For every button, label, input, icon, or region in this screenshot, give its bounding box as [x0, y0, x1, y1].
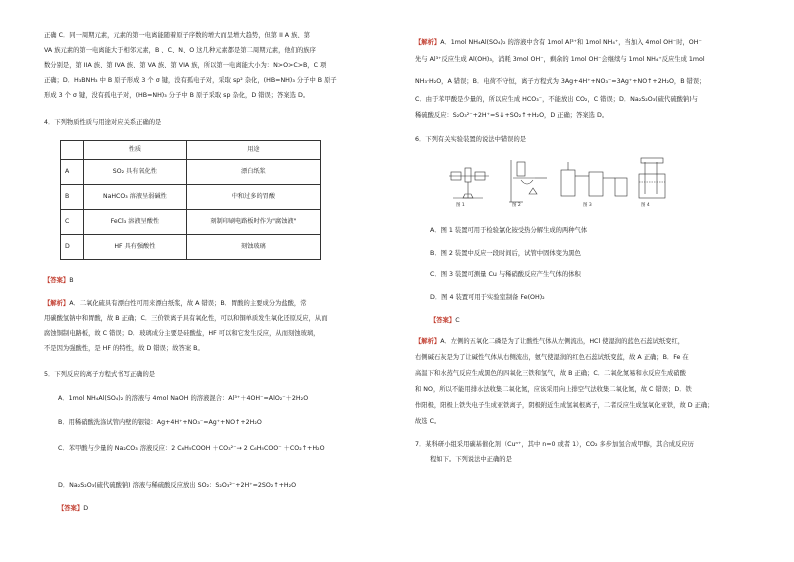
q5-analysis-line: NH₃·H₂O，A 错误；B．电荷不守恒，离子方程式为 3Ag+4H⁺+NO₃⁻=3Ag⁺+NO↑+2H₂O，B 错误； — [415, 78, 706, 85]
q6-analysis-line — [415, 339, 684, 345]
q7-stem-line: 程如下。下列说法中正确的是 — [430, 456, 512, 463]
apparatus-fig3 — [561, 162, 627, 196]
intro-line: 正确；D．H₃BNH₃ 中 B 原子形成 3 个 σ 键，没有孤电子对，采取 sp² 杂化，(HB=NH)₃ 分子中 B 原子 — [44, 77, 337, 84]
q6-answer — [430, 318, 460, 324]
q5-option-a: A．1mol NH₄Al(SO₄)₂ 的溶液与 4mol NaOH 的溶液混合：Al³⁺＋4OH⁻=AlO₂⁻＋2H₂O — [58, 395, 309, 402]
answer-tag: 【答案】 — [430, 317, 456, 324]
analysis-tag: 【解析】 — [44, 300, 70, 307]
answer-value: C — [455, 317, 460, 324]
q6-option-c: C．图 3 装置可测量 Cu 与稀硝酸反应产生气体的体积 — [430, 271, 581, 278]
table-row — [61, 210, 321, 235]
q4-answer — [44, 278, 74, 284]
q5-stem: 5．下列反应的离子方程式书写正确的是 — [44, 371, 156, 378]
q6-option-b: B．图 2 装置中反应一段时间后，试管中固体变为黑色 — [430, 250, 581, 257]
analysis-tag: 【解析】 — [415, 39, 441, 46]
table-row — [61, 235, 321, 260]
intro-line: 数分别是，第 IIA 族、第 IVA 族、第 VA 族、第 VIA 族，所以第一电离能大小为：N>O>C>B，C 项 — [44, 62, 327, 69]
row-use: 刻蚀玻璃 — [186, 235, 320, 260]
fig-label: 图 4 — [641, 203, 650, 208]
table-row — [61, 185, 321, 210]
row-property: NaHCO₃ 溶液呈弱碱性 — [84, 185, 187, 210]
fig-label: 图 1 — [456, 203, 465, 208]
q6-analysis-line: 作阳极，阳极上铁失电子生成亚铁离子，阴极附近生成氢氧根离子，二者反应生成氢氧化亚铁，故 D 正确； — [415, 402, 714, 409]
apparatus-fig2 — [509, 160, 547, 202]
answer-value: D — [83, 505, 89, 512]
q7-stem-line: 7．某科研小组采用碳基催化剂（Cuⁿ⁺，其中 n=0 或者 1），CO₂ 多步加氢合成甲醇，其合成反应历 — [415, 441, 694, 448]
q6-apparatus-figure — [443, 154, 683, 210]
q4-table — [60, 140, 321, 260]
q4-analysis-line: 用碳酸氢钠中和胃酸，故 B 正确；C．三价铁离子具有氧化性，可以和铜单质发生氧化还原反应，从而 — [44, 315, 328, 322]
header-use: 用途 — [186, 141, 320, 160]
analysis-text: A．左侧的五氧化二磷是为了让酸性气体从左侧流出，HCl 使湿润的蓝色石蕊试纸变红， — [440, 338, 685, 345]
q4-analysis-line — [44, 301, 307, 307]
q5-analysis-line: 稀硫酸反应：S₂O₃²⁻+2H⁺=S↓+SO₂↑+H₂O，D 正确；答案选 D。 — [415, 112, 609, 119]
row-property: SO₂ 具有氧化性 — [84, 160, 187, 185]
answer-value: B — [69, 277, 74, 284]
q4-analysis-line: 腐蚀铜制电路板，故 C 错误；D．玻璃成分主要是硅酸盐，HF 可以和它发生反应，从而刻蚀玻璃， — [44, 330, 320, 337]
row-property: HF 具有强酸性 — [84, 235, 187, 260]
q5-option-b: B．用稀硝酸洗涤试管内壁的银镜：Ag+4H⁺+NO₃⁻=Ag⁺+NO↑+2H₂O — [58, 419, 262, 426]
q6-analysis-line: 和 NO，所以不能用排水法收集二氧化氮，应该采用向上排空气法收集二氧化氮，故 C 错误；D．铁 — [415, 386, 692, 393]
q5-analysis-line: 先与 Al³⁺反应生成 Al(OH)₃，消耗 3mol OH⁻，剩余的 1mol OH⁻会继续与 1mol NH₄⁺反应生成 1mol — [415, 56, 705, 63]
q6-analysis-line: 右侧碱石灰是为了让碱性气体从右侧流出，氨气使湿润的红色石蕊试纸变蓝，故 A 正确；B．Fe 在 — [415, 354, 689, 361]
analysis-tag: 【解析】 — [415, 338, 441, 345]
header-property: 性质 — [84, 141, 187, 160]
table-header-row — [61, 141, 321, 160]
analysis-text: A．1mol NH₄Al(SO₄)₂ 的溶液中含有 1mol Al³⁺和 1mol NH₄⁺，当加入 4mol OH⁻时，OH⁻ — [440, 39, 702, 46]
q6-analysis-line: 高温下和水蒸气反应生成黑色的四氧化三铁和氢气，故 B 正确；C．二氧化氮易和水反应生成硝酸 — [415, 370, 686, 377]
fig-label: 图 3 — [583, 203, 592, 208]
row-label: B — [61, 185, 84, 210]
q5-option-d: D．Na₂S₂O₃(硫代硫酸钠) 溶液与稀硫酸反应放出 SO₂：S₂O₃²⁻+2H⁺=2SO₂↑+H₂O — [58, 482, 297, 489]
table-row — [61, 160, 321, 185]
q4-stem: 4．下列物质性质与用途对应关系正确的是 — [44, 119, 162, 126]
row-use: 中和过多的胃酸 — [186, 185, 320, 210]
q5-answer — [58, 506, 88, 512]
intro-line: VA 族元素的第一电离能大于相邻元素，B 、C、N、O 这几种元素都是第二周期元素，他们的族序 — [44, 47, 316, 54]
q5-analysis-line — [415, 40, 702, 46]
apparatus-fig4 — [639, 158, 665, 198]
q6-option-d: D．图 4 装置可用于实验室制备 Fe(OH)₂ — [430, 294, 545, 301]
analysis-text: A．二氧化硫具有漂白性可用来漂白纸浆，故 A 错误；B．胃酸的主要成分为盐酸，常 — [69, 300, 307, 307]
answer-tag: 【答案】 — [58, 505, 84, 512]
intro-line: 正确 C．同一周期元素，元素的第一电离能随着原子序数的增大而呈增大趋势，但第 II A 族、第 — [44, 32, 311, 39]
row-use: 漂白纸浆 — [186, 160, 320, 185]
q5-analysis-line: C．由于苯甲酸是少量的，所以应生成 HCO₃⁻，不能放出 CO₂，C 错误；D．Na₂S₂O₃(硫代硫酸钠)与 — [415, 96, 698, 103]
apparatus-fig1 — [449, 168, 489, 198]
row-label: D — [61, 235, 84, 260]
q6-stem: 6．下列有关实验装置的说法中错误的是 — [415, 136, 527, 143]
q6-option-a: A．图 1 装置可用于检验氯化铵受热分解生成的两种气体 — [430, 227, 588, 234]
q6-analysis-line: 故选 C。 — [415, 418, 441, 425]
row-label: A — [61, 160, 84, 185]
answer-tag: 【答案】 — [44, 277, 70, 284]
fig-label: 图 2 — [512, 203, 521, 208]
q5-option-c: C．苯甲酸与少量的 Na₂CO₃ 溶液反应：2 C₆H₅COOH ＋CO₃²⁻→ 2 C₆H₅COO⁻ ＋CO₂↑+H₂O — [58, 445, 325, 452]
row-use: 刻制印刷电路板时作为"腐蚀液" — [186, 210, 320, 235]
row-property: FeCl₃ 溶液呈酸性 — [84, 210, 187, 235]
intro-line: 形成 3 个 σ 键，没有孤电子对，(HB=NH)₃ 分子中 B 原子采取 sp 杂化，D 错误；答案选 D。 — [44, 92, 310, 99]
row-label: C — [61, 210, 84, 235]
q4-analysis-line: 不是因为强酸性，是 HF 的特性，故 D 错误；故答案 B。 — [44, 345, 204, 352]
